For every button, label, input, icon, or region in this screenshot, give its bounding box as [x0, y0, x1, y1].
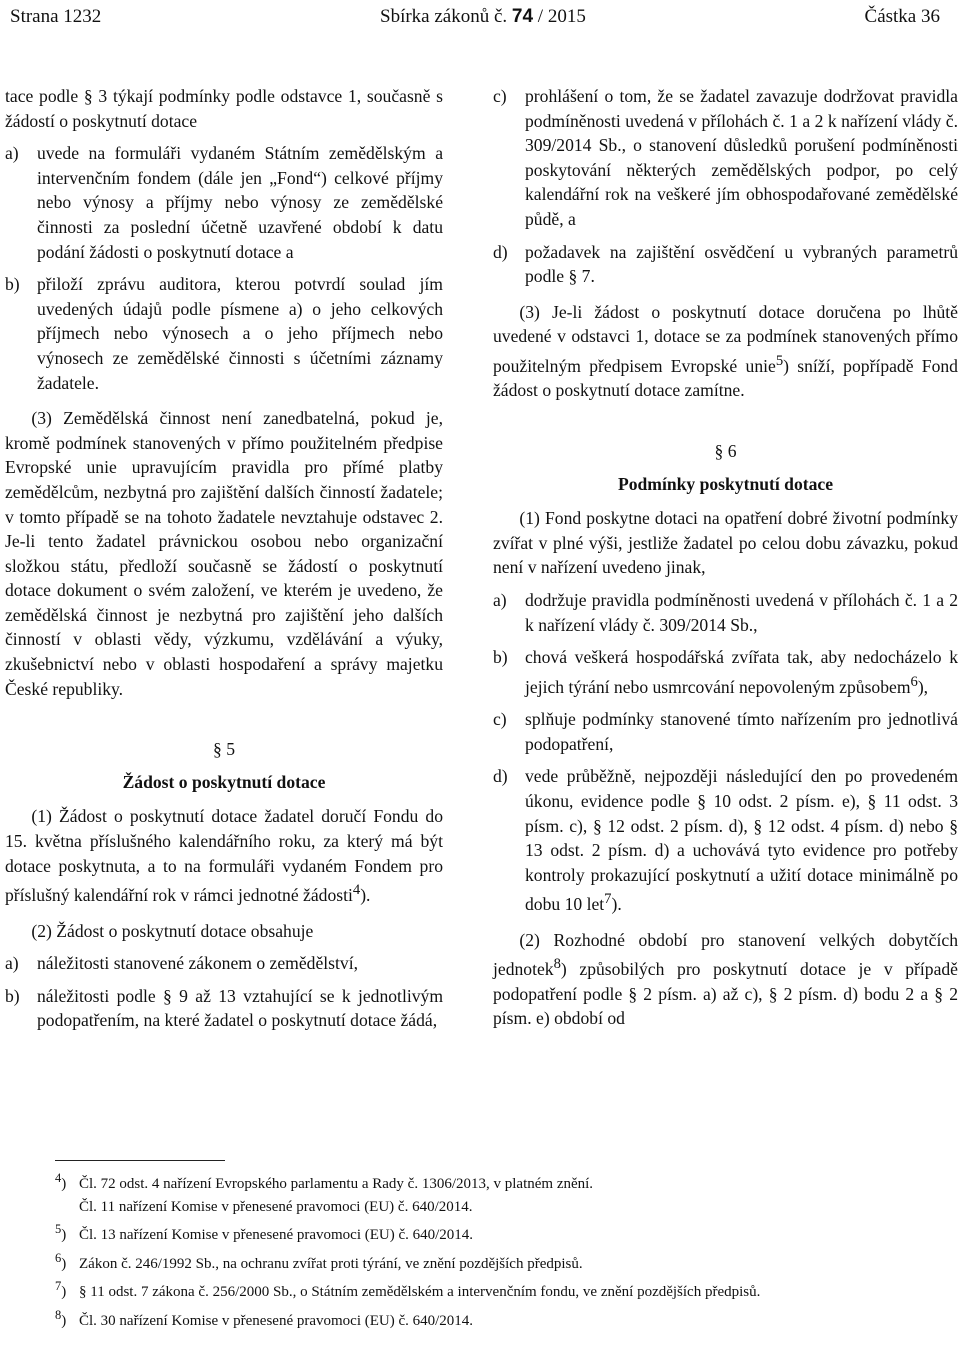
list-item-d [493, 240, 958, 289]
footnote-5: $^5$) Čl. 13 nařízení Komise v přenesené pravomoci (EU) č. 640/2014. [55, 1222, 474, 1244]
item-text: splňuje podmínky stanovené tímto nařízením pro jednotlivá podopatření, [525, 709, 958, 754]
item-label: a) [5, 143, 19, 164]
footnote-ref[interactable]: 5 [775, 352, 784, 369]
right-column [493, 84, 958, 1031]
left-column [5, 84, 443, 1033]
list-item-c [493, 707, 958, 756]
footnote-4: $^4$) Čl. 72 odst. 4 nařízení Evropského parlamentu a Rady č. 1306/2013, v platném znění. Čl. 11 nařízení Komise v přenesené pravomoci (EU) č. 640/2014. [55, 1167, 945, 1218]
footnote-ref[interactable]: 7 [604, 891, 612, 908]
footnote-7: $^7$) § 11 odst. 7 zákona č. 256/2000 Sb., o Státním zemědělském a intervenčním fondu, ve znění pozdějších předpisů. [55, 1279, 761, 1301]
item-label: b) [493, 647, 508, 668]
list-item-b [5, 272, 443, 395]
item-label: b) [5, 274, 20, 295]
footnote-mark: 4 [55, 1171, 62, 1185]
footnote-ref[interactable]: 8 [553, 956, 561, 973]
part-number: Částka 36 [864, 6, 940, 27]
list-item-b [5, 984, 443, 1033]
section-6-paragraph-2: (2) Rozhodné období pro stanovení velkých dobytčích jednotek$^8$) způsobilých pro poskytnutí dotace je v případě podopatření podle § 2 písm. a) až c), § 2 písm. d) bodu 2 a § 2 písm. e) období od [493, 929, 958, 1029]
list-item-a [493, 588, 958, 637]
footnote-text: Čl. 13 nařízení Komise v přenesené pravomoci (EU) č. 640/2014. [79, 1227, 474, 1244]
item-label: c) [493, 709, 507, 730]
footnote-mark: 6 [55, 1250, 62, 1265]
issue-year: 2015 [547, 6, 586, 27]
footnote-mark: 5 [55, 1222, 62, 1237]
footnote-ref[interactable]: 6 [910, 673, 918, 690]
list-item-c [493, 84, 958, 232]
footnote-divider [55, 1160, 225, 1161]
collection-title: Sbírka zákonů č. 74 / 2015 [380, 6, 586, 27]
item-text: požadavek na zajištění osvědčení u vybraných parametrů podle § 7. [525, 241, 958, 287]
page-header [10, 2, 940, 32]
footnotes [55, 1160, 945, 1333]
footnote-mark: 8 [55, 1307, 62, 1322]
section-5-paragraph-2: (2) Žádost o poskytnutí dotace obsahuje [31, 920, 314, 941]
list-item-d [493, 764, 958, 916]
footnote-mark: 7 [55, 1279, 62, 1294]
paragraph-3: (3) Zemědělská činnost není zanedbatelná, pokud je, kromě podmínek stanovených v přímo použitelném předpise Evropské unie upravujícím pravidla pro přímé platby zemědělcům, nezbytná pro zajištění dalších činností žadatele; v tomto případě se na tohoto žadatele nevztahuje odstavec 2. Je-li tento žadatel právnickou osobou nebo organizační složkou státu, předloží současně se žádostí o poskytnutí dotace dokument o svém založení, ve kterém je uvedeno, že zemědělská činnost je nezbytná pro zajištění jeho dalších činností v oblasti vědy, výzkumu, vzdělávání a výuky, zkušebnictví nebo v oblasti hospodaření a správy majetku České republiky. [5, 408, 443, 699]
footnote-6: $^6$) Zákon č. 246/1992 Sb., na ochranu zvířat proti týrání, ve znění pozdějších předpisů. [55, 1250, 583, 1272]
list-item-a [5, 951, 443, 976]
section-5-number: § 5 [213, 739, 235, 760]
footnote-8: $^8$) Čl. 30 nařízení Komise v přenesené pravomoci (EU) č. 640/2014. [55, 1307, 474, 1329]
item-text: prohlášení o tom, že se žadatel zavazuje dodržovat pravidla podmíněnosti uvedená v přílohách č. 1 a 2 k nařízení vlády č. 309/2014 Sb., o stanovení důsledků porušení podmíněnosti poskytování některých zemědělských podpor, po celý kalendářní rok na veškeré jím obhospodařované zemědělské půdě, a [525, 86, 958, 229]
footnote-text: Zákon č. 246/1992 Sb., na ochranu zvířat proti týrání, ve znění pozdějších předpisů. [79, 1255, 583, 1272]
intro-text: tace podle § 3 týkají podmínky podle odstavce 1, současně s žádostí o poskytnutí dotace [5, 86, 443, 131]
paragraph-3: (3) Je-li žádost o poskytnutí dotace doručena po lhůtě uvedené v odstavci 1, dotace se za podmínek stanovených přímo použitelným předpisem Evropské unie$^5$) sníží, popřípadě Fond žádost o poskytnutí dotace zamítne. [493, 301, 958, 401]
list-item-b [493, 645, 958, 699]
footnote-text: Čl. 30 nařízení Komise v přenesené pravomoci (EU) č. 640/2014. [79, 1312, 474, 1329]
item-label: a) [5, 953, 19, 974]
footnote-text: Čl. 11 nařízení Komise v přenesené pravomoci (EU) č. 640/2014. [79, 1198, 473, 1215]
section-6-title: Podmínky poskytnutí dotace [617, 473, 834, 494]
item-text: přiloží zprávu auditora, kterou potvrdí soulad jím uvedených údajů podle písmene a) o jeho celkových příjmech nebo výnosech a o jeho příjmech nebo výnosech ze zemědělské činnosti s účetními záznamy žadatele. [37, 274, 443, 393]
item-text: dodržuje pravidla podmíněnosti uvedená v přílohách č. 1 a 2 k nařízení vlády č. 309/2014 Sb., [525, 589, 958, 635]
item-label: b) [5, 985, 20, 1006]
item-text: uvede na formuláři vydaném Státním zemědělským a intervenčním fondem (dále jen „Fond“) celkové příjmy nebo výnosy a příjmy nebo výnosy ze zemědělské činnosti za poslední účetně uzavřené období k datu podání žádosti o poskytnutí dotace a [37, 143, 443, 262]
section-5-paragraph-1: (1) Žádost o poskytnutí dotace žadatel doručí Fondu do 15. května příslušného kalendářního roku, za který má být dotace poskytnuta, a to na formuláři vydaném Fondem pro příslušný kalendářní rok v rámci jednotné žádosti$^4$). [5, 806, 443, 906]
item-text: náležitosti podle § 9 až 13 vztahující se k jednotlivým podopatřením, na které žadatel o poskytnutí dotace žádá, [37, 985, 443, 1031]
item-label: d) [493, 766, 508, 787]
footnote-ref[interactable]: 4 [352, 882, 361, 899]
item-text: vede průběžně, nejpozději následující den po provedeném úkonu, evidence podle § 10 odst. 2 písm. e), § 11 odst. 3 písm. c), § 12 odst. 2 písm. d), § 12 odst. 4 písm. d) nebo § 13 odst. 2 písm. d) a uchovává tyto evidence pro potřeby kontroly prokazující poskytnutí a užití dotace minimálně po dobu 10 let$^7$). [525, 766, 958, 915]
item-label: a) [493, 589, 507, 610]
section-5-title: Žádost o poskytnutí dotace [122, 771, 326, 792]
footnote-text: § 11 odst. 7 zákona č. 256/2000 Sb., o Státním zemědělském a intervenčním fondu, ve znění pozdějších předpisů. [79, 1284, 761, 1301]
issue-number: 74 [511, 6, 534, 27]
page-number: Strana 1232 [10, 6, 102, 27]
item-text: náležitosti stanovené zákonem o zemědělství, [37, 953, 358, 974]
item-label: d) [493, 241, 508, 262]
section-6-paragraph-1: (1) Fond poskytne dotaci na opatření dobré životní podmínky zvířat v plné výši, jestliže žadatel po celou dobu závazku, pokud není v nařízení uvedeno jinak, [493, 508, 958, 578]
item-text: chová veškerá hospodářská zvířata tak, aby nedocházelo k jejich týrání nebo usmrcování nepovoleným způsobem$^6$), [525, 647, 958, 697]
footnote-text: Čl. 72 odst. 4 nařízení Evropského parlamentu a Rady č. 1306/2013, v platném znění. [79, 1176, 594, 1192]
item-label: c) [493, 86, 507, 106]
list-item-a [5, 141, 443, 264]
section-6-number: § 6 [714, 440, 737, 461]
